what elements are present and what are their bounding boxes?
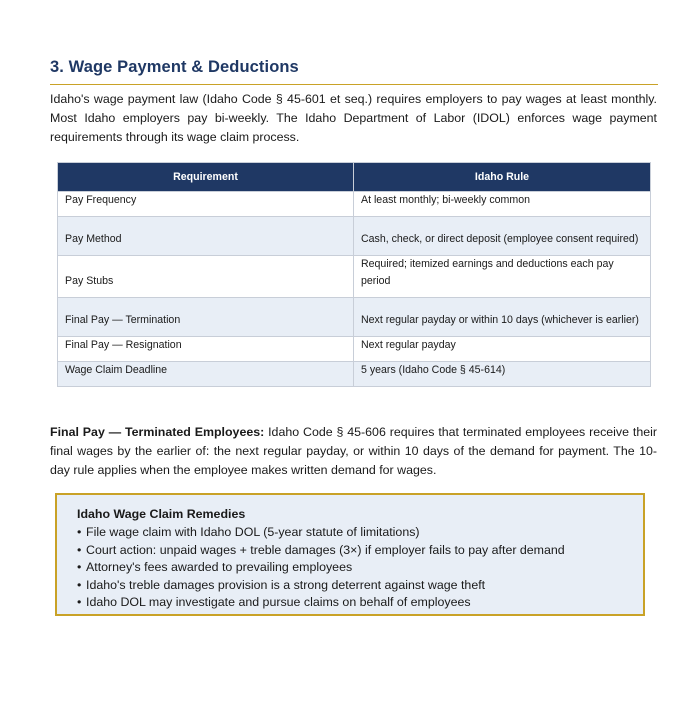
remedies-title: Idaho Wage Claim Remedies [77,507,246,521]
requirement-cell: Final Pay — Termination [58,298,354,337]
rule-cell: 5 years (Idaho Code § 45-614) [354,362,651,387]
final-pay-paragraph [50,423,657,480]
bullet-icon: • [77,560,82,575]
final-pay-lead: Final Pay — Terminated Employees: [50,425,265,439]
title-divider [50,84,658,85]
rule-cell: Next regular payday or within 10 days (whichever is earlier) [354,298,651,337]
column-header-idaho-rule: Idaho Rule [354,163,651,192]
remedy-text: Attorney's fees awarded to prevailing employees [86,560,353,575]
requirement-cell: Final Pay — Resignation [58,337,354,362]
rule-cell: Required; itemized earnings and deductions each pay period [354,256,651,298]
list-item [77,559,623,577]
rule-cell: At least monthly; bi-weekly common [354,192,651,217]
requirement-cell: Pay Frequency [58,192,354,217]
requirement-cell: Pay Stubs [58,256,354,298]
bullet-icon: • [77,595,82,610]
final-pay-text: Idaho Code § 45-606 requires that terminated employees receive their final wages by the earlier of: the next regular payday, or within 10 days of the demand for payment. The 10-day rule applies when the employee makes written demand for wages. [50,425,657,477]
table-header-row [58,163,651,192]
remedies-list [77,524,623,612]
requirement-cell: Wage Claim Deadline [58,362,354,387]
table-row [58,362,651,387]
section-title: 3. Wage Payment & Deductions [50,58,299,76]
rule-cell: Next regular payday [354,337,651,362]
list-item [77,524,623,542]
bullet-icon: • [77,542,82,557]
wage-requirements-table [57,162,651,387]
remedy-text: Idaho DOL may investigate and pursue claims on behalf of employees [86,595,471,610]
rule-cell: Cash, check, or direct deposit (employee consent required) [354,217,651,256]
list-item [77,542,623,560]
list-item [77,594,623,612]
bullet-icon: • [77,577,82,592]
column-header-requirement: Requirement [58,163,354,192]
intro-paragraph: Idaho's wage payment law (Idaho Code § 45-601 et seq.) requires employers to pay wages at least monthly. Most Idaho employers pay bi-weekly. The Idaho Department of Labor (IDOL) enforces wage payment requirements through its wage claim process. [50,92,657,144]
bullet-icon: • [77,525,82,539]
table-row [58,256,651,298]
remedy-text: Idaho's treble damages provision is a strong deterrent against wage theft [86,577,486,592]
table-row [58,337,651,362]
requirement-cell: Pay Method [58,217,354,256]
table-row [58,298,651,337]
remedy-text: File wage claim with Idaho DOL (5-year statute of limitations) [86,525,420,539]
remedy-text: Court action: unpaid wages + treble damages (3×) if employer fails to pay after demand [86,542,565,557]
list-item [77,577,623,595]
table-row [58,192,651,217]
remedies-callout-box [55,493,645,616]
table-row [58,217,651,256]
